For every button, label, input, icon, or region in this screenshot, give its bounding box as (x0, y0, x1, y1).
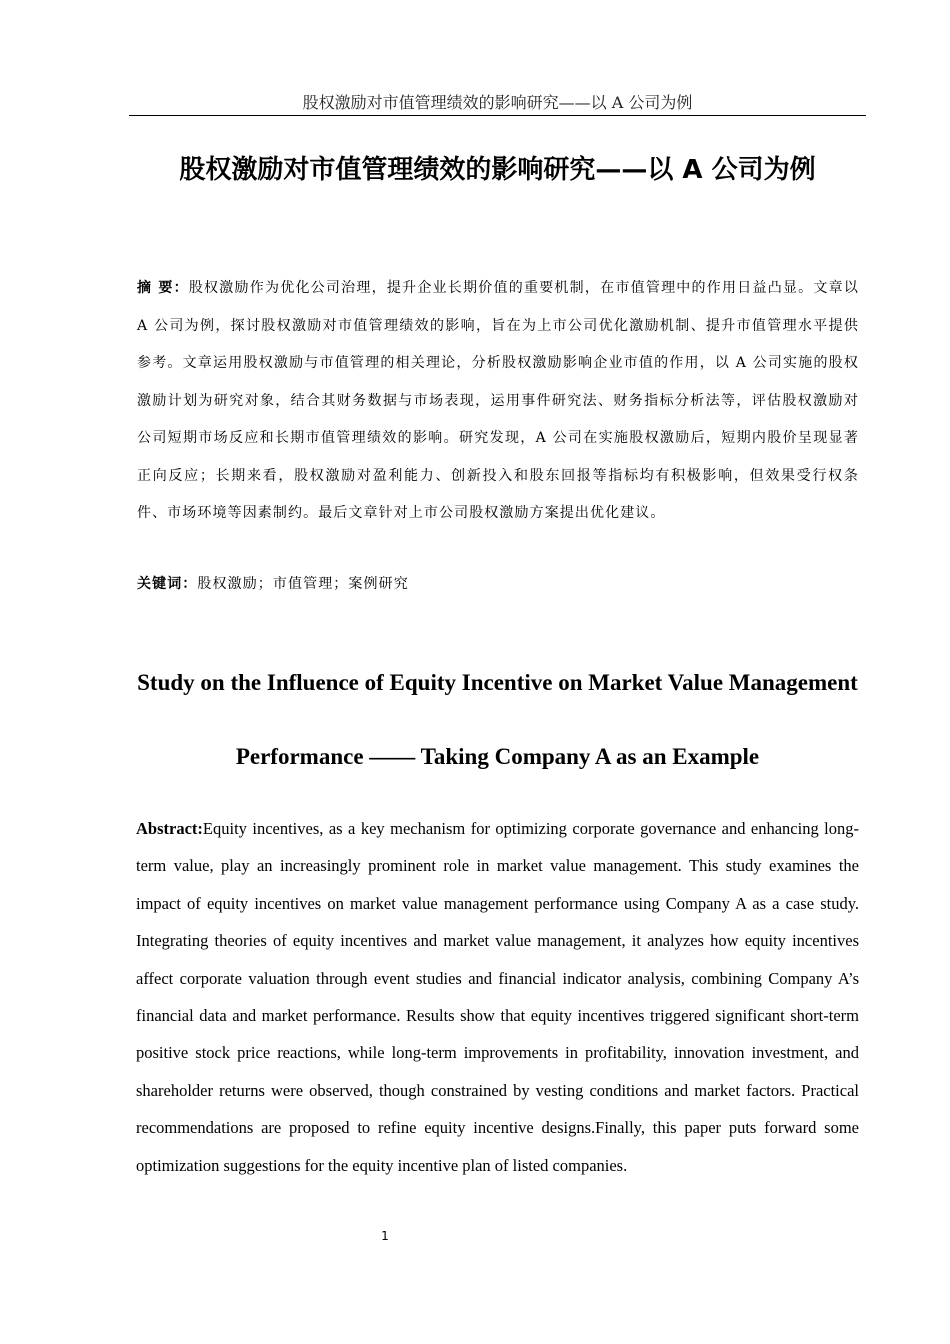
chinese-abstract-label: 摘 要： (137, 280, 189, 296)
chinese-keywords-text: 股权激励；市值管理；案例研究 (197, 576, 409, 592)
chinese-title: 股权激励对市值管理绩效的影响研究——以 A 公司为例 (179, 155, 816, 185)
running-header: 股权激励对市值管理绩效的影响研究——以 A 公司为例 (129, 92, 866, 116)
chinese-keywords (137, 566, 859, 603)
chinese-keywords-label: 关键词： (137, 576, 198, 592)
page-number: 1 (381, 1229, 389, 1243)
english-abstract (136, 810, 859, 1184)
english-title: Study on the Influence of Equity Incentive on Market Value Management Performance —— Taking Company A as an Example (137, 670, 858, 769)
chinese-abstract-text: 股权激励作为优化公司治理，提升企业长期价值的重要机制，在市值管理中的作用日益凸显。文章以 A 公司为例，探讨股权激励对市值管理绩效的影响，旨在为上市公司优化激励机制、提升市值管理水平提供参考。文章运用股权激励与市值管理的相关理论，分析股权激励影响企业市值的作用，以 A 公司实施的股权激励计划为研究对象，结合其财务数据与市场表现，运用事件研究法、财务指标分析法等，评估股权激励对公司短期市场反应和长期市值管理绩效的影响。研究发现，A 公司在实施股权激励后，短期内股价呈现显著正向反应；长期来看，股权激励对盈利能力、创新投入和股东回报等指标均有积极影响，但效果受行权条件、市场环境等因素制约。最后文章针对上市公司股权激励方案提出优化建议。 (137, 280, 859, 521)
english-abstract-text: Equity incentives, as a key mechanism for optimizing corporate governance and enhancing long-term value, play an increasingly prominent role in market value management. This study examines the impact of equity incentives on market value management performance using Company A as a case study. Integrating theories of equity incentives and market value management, it analyzes how equity incentives affect corporate valuation through event studies and financial indicator analysis, combining Company A’s financial data and market performance. Results show that equity incentives triggered significant short-term positive stock price reactions, while long-term improvements in profitability, innovation investment, and shareholder returns were observed, though constrained by vesting conditions and market factors. Practical recommendations are proposed to refine equity incentive designs.Finally, this paper puts forward some optimization suggestions for the equity incentive plan of listed companies. (136, 819, 859, 1175)
chinese-abstract (137, 270, 859, 533)
english-abstract-label: Abstract: (136, 819, 203, 838)
